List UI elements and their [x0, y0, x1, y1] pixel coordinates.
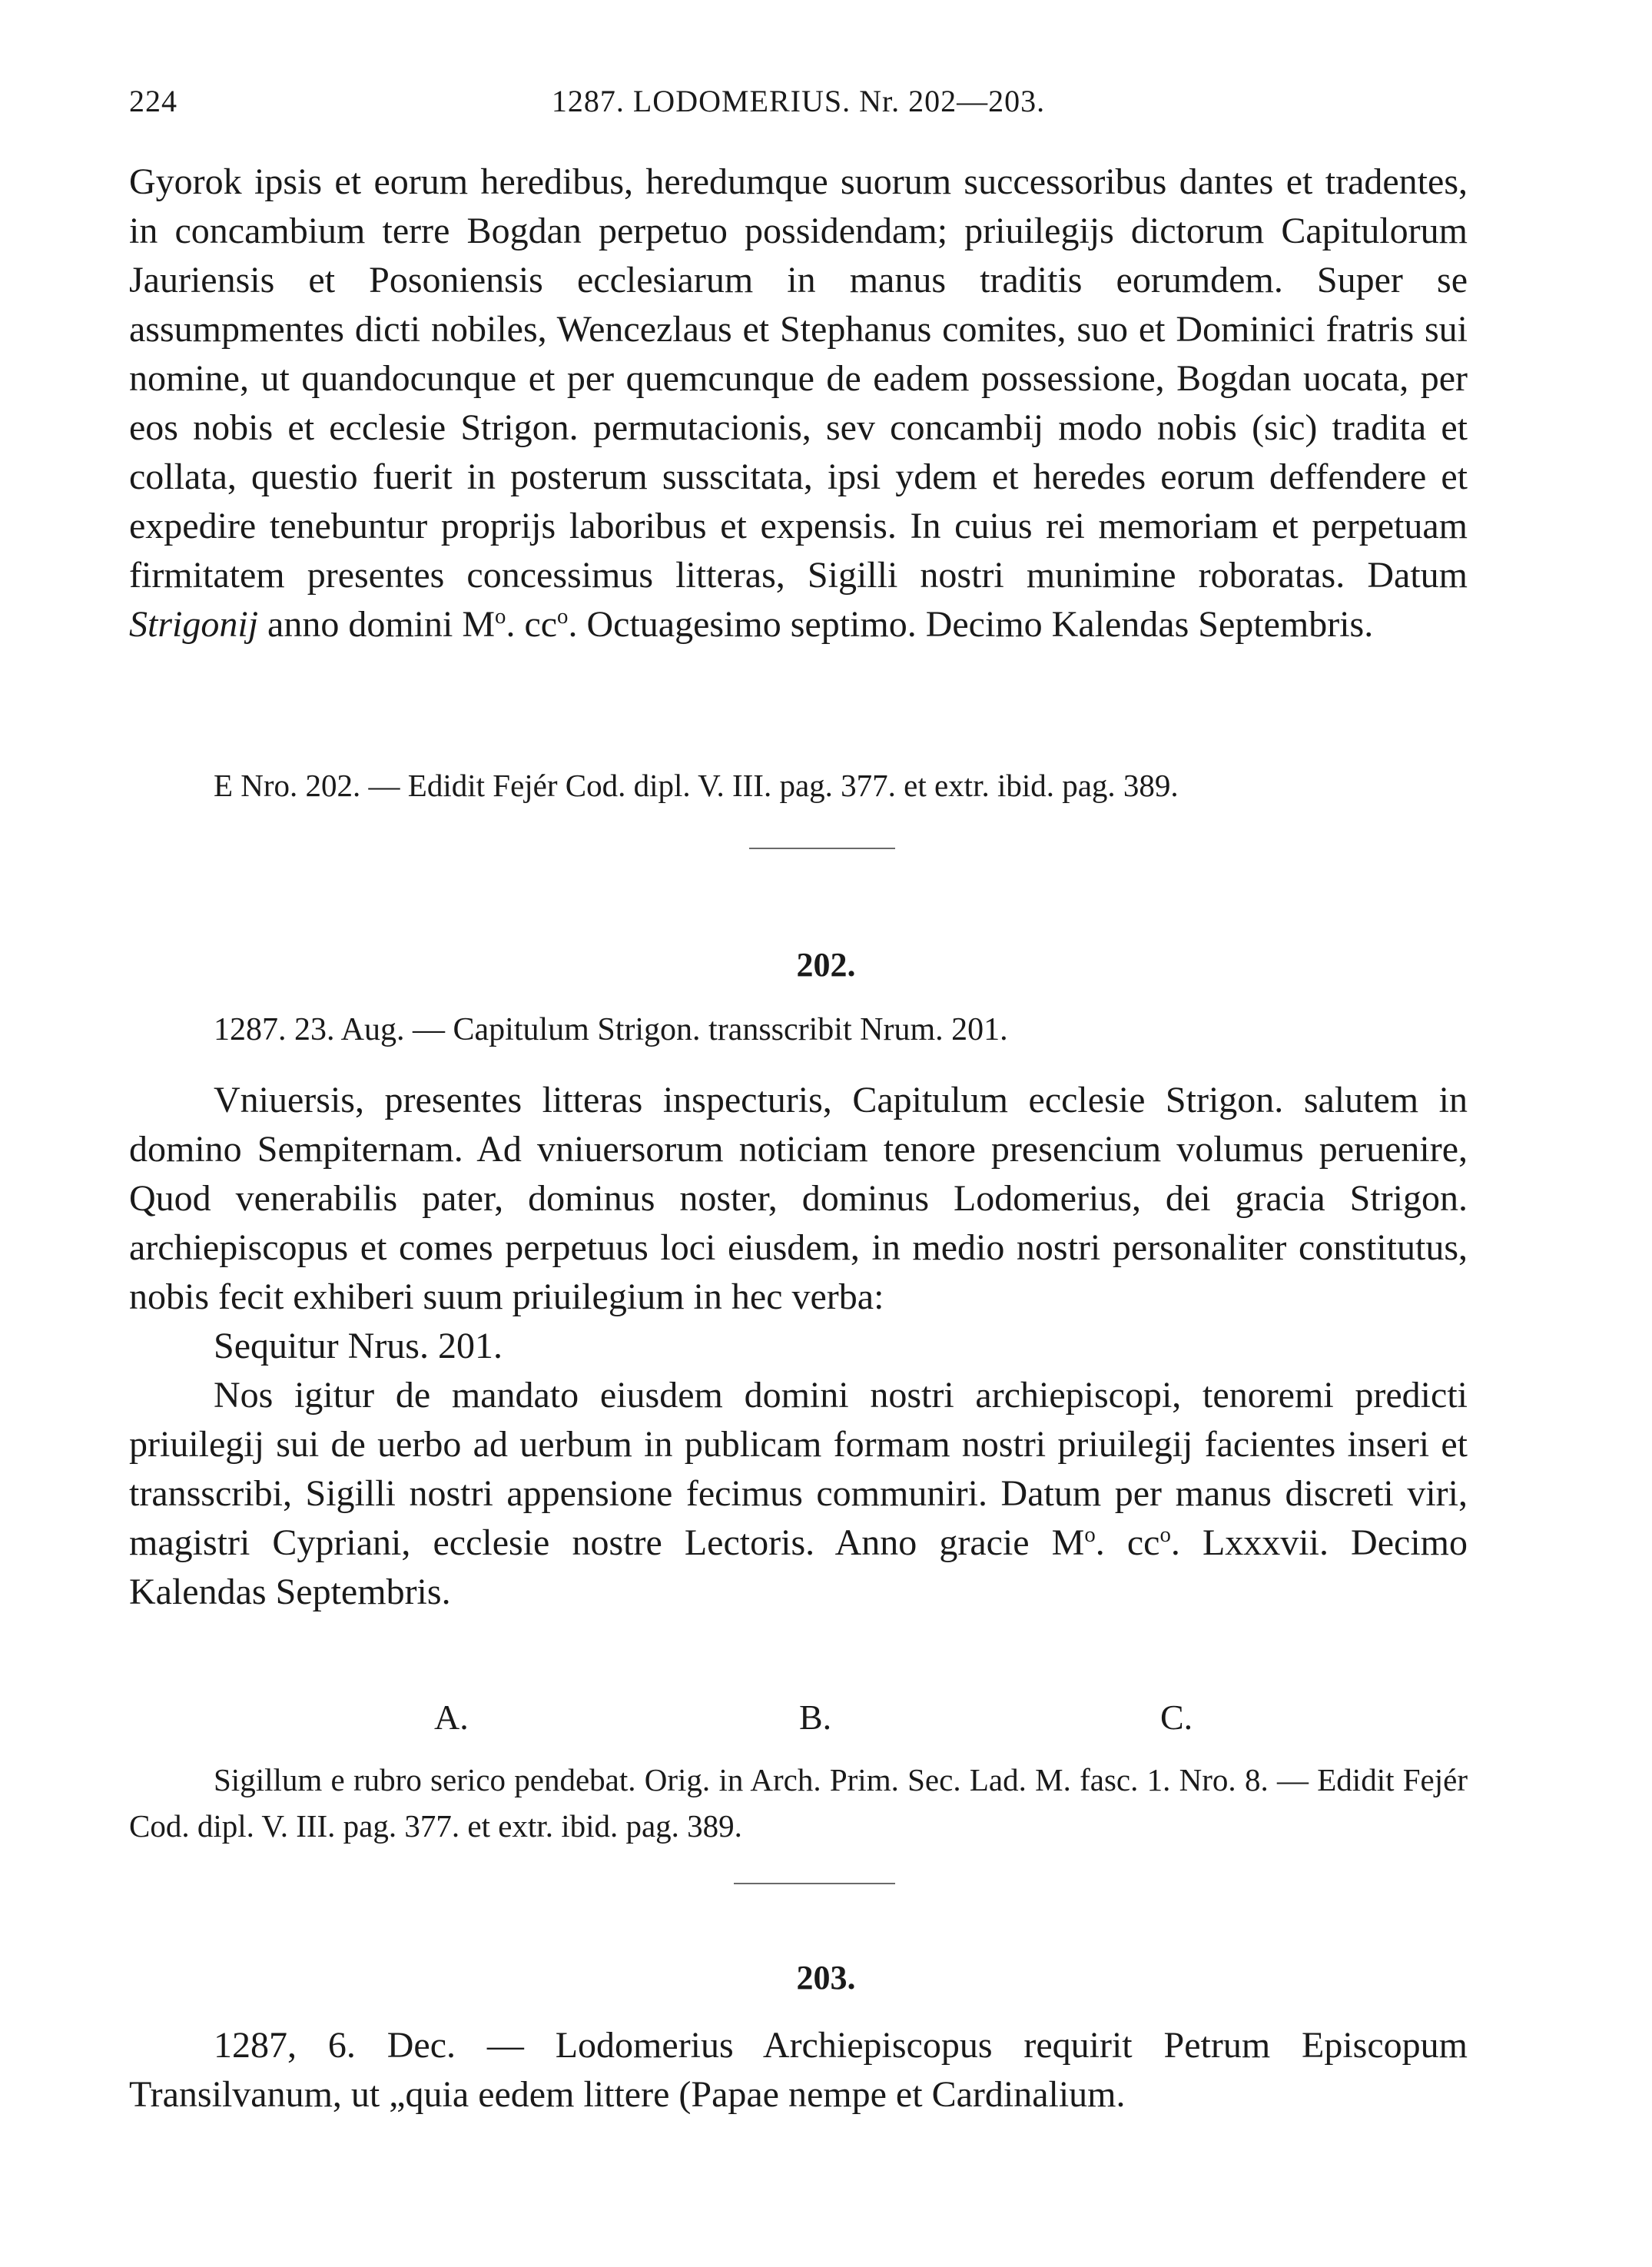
paragraph: Sequitur Nrus. 201. [214, 1326, 503, 1366]
regest [129, 1007, 1468, 1053]
superscript: o [557, 604, 569, 629]
source-note: E Nro. 202. — Edidit Fejér Cod. dipl. V. III. pag. 377. et extr. ibid. pag. 389. [214, 768, 1179, 803]
text-segment: anno domini M [267, 604, 496, 645]
text-segment: . cc [506, 604, 558, 645]
superscript: o [495, 604, 506, 629]
document-number: 203. [796, 1959, 856, 1996]
page-number: 224 [129, 84, 177, 118]
continuation-note [129, 762, 1468, 808]
continuation-text [129, 158, 1468, 649]
page-header [129, 83, 1468, 129]
seal-letter: B. [799, 1698, 832, 1737]
divider [734, 1883, 895, 1884]
superscript: o [1084, 1522, 1096, 1547]
paragraph: 1287, 6. Dec. — Lodomerius Archiepiscopus requirit Petrum Episcopum Transilvanum, ut „quia eedem littere (Papae nempe et Cardinalium. [129, 2025, 1468, 2115]
place-name: Strigonij [129, 604, 259, 645]
seal-letter: C. [1160, 1698, 1193, 1737]
source-note: Sigillum e rubro serico pendebat. Orig. in Arch. Prim. Sec. Lad. M. fasc. 1. Nro. 8. — Edidit Fejér Cod. dipl. V. III. pag. 377. et extr. ibid. pag. 389. [129, 1762, 1468, 1844]
document-number: 202. [796, 946, 856, 984]
document-202-body [129, 1076, 1468, 1617]
superscript: o [1159, 1522, 1171, 1547]
paragraph [129, 1371, 1468, 1617]
text-segment: . Octuagesimo septimo. Decimo Kalendas Septembris. [568, 604, 1374, 645]
text-segment: Gyorok ipsis et eorum heredibus, heredumque suorum successoribus dantes et tradentes, in concambium terre Bogdan perpetuo possidendam; priuilegijs dictorum Capitulorum Jauriensis et Posoniensis ecclesiarum in manus traditis eorumdem. Super se assumpmentes dicti nobiles, Wencezlaus et Stephanus comites, suo et Dominici fratris sui nomine, ut quandocunque et per quemcunque de eadem possessione, Bogdan uocata, per eos nobis et ecclesie Strigon. permutacionis, sev concambij modo nobis (sic) tradita et collata, questio fuerit in posterum susscitata, ipsi ydem et heredes eorum deffendere et expedire tenebuntur proprijs laboribus et expensis. In cuius rei memoriam et perpetuam firmitatem presentes concessimus litteras, Sigilli nostri munimine roboratas. Datum [129, 161, 1468, 596]
divider [749, 848, 895, 849]
continuation-paragraph [129, 158, 1468, 649]
text-segment: Nos igitur de mandato eiusdem domini nostri archiepiscopi, tenoremi predicti priuilegij sui de uerbo ad uerbum in publicam formam nostri priuilegij facientes inseri et transscribi, Sigilli nostri appensione fecimus communiri. Datum per manus discreti viri, magistri Cypriani, ecclesie nostre Lectoris. Anno gracie M [129, 1375, 1468, 1563]
regest-text: 1287. 23. Aug. — Capitulum Strigon. transscribit Nrum. 201. [214, 1012, 1008, 1047]
text-segment: . Lxxxvii. Decimo Kalendas Septembris. [129, 1522, 1468, 1612]
document-202-note [129, 1757, 1468, 1849]
running-head: 1287. LODOMERIUS. Nr. 202—203. [551, 84, 1046, 118]
document-203-body [129, 2021, 1468, 2119]
seal-letter: A. [434, 1698, 469, 1737]
text-segment: . cc [1095, 1522, 1160, 1563]
paragraph: Vniuersis, presentes litteras inspecturis, Capitulum ecclesie Strigon. salutem in domino Sempiternam. Ad vniuersorum noticiam tenore presencium volumus peruenire, Quod venerabilis pater, dominus noster, dominus Lodomerius, dei gracia Strigon. archiepiscopus et comes perpetuus loci eiusdem, in medio nostri personaliter constitutus, nobis fecit exhiberi suum priuilegium in hec verba: [129, 1080, 1468, 1317]
